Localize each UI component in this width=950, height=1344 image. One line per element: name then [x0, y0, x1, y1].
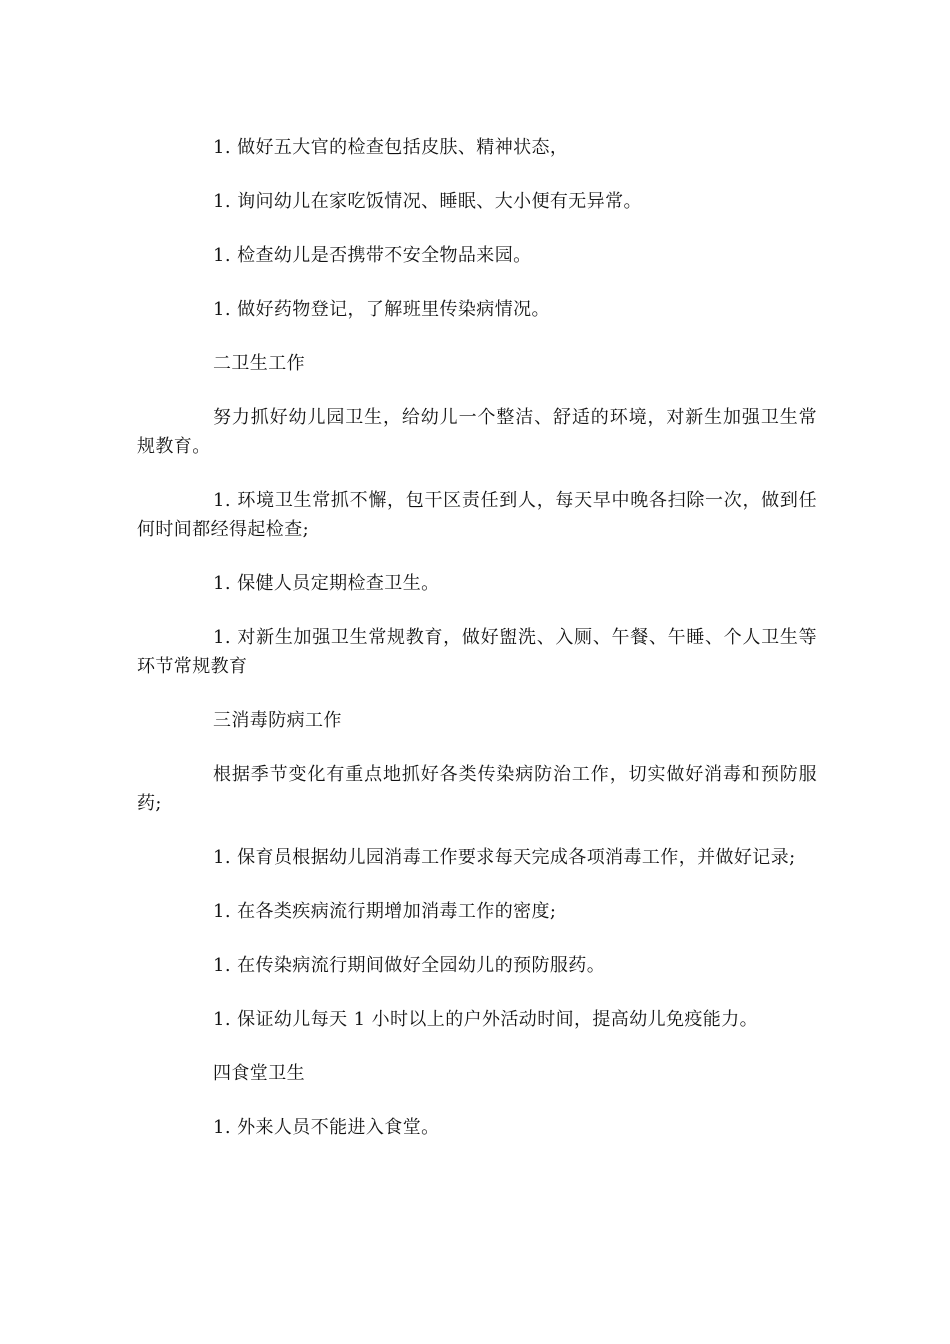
list-item: 1. 做好五大官的检查包括皮肤、精神状态，	[213, 137, 569, 158]
list-item: 1. 外来人员不能进入食堂。	[213, 1117, 440, 1138]
list-item: 1. 保育员根据幼儿园消毒工作要求每天完成各项消毒工作，并做好记录;	[213, 847, 796, 868]
section-intro: 根据季节变化有重点地抓好各类传染病防治工作，切实做好消毒和预防服药;	[137, 764, 817, 814]
section-heading: 三消毒防病工作	[213, 710, 342, 731]
list-item: 1. 做好药物登记，了解班里传染病情况。	[213, 299, 550, 320]
list-item: 1. 在传染病流行期间做好全园幼儿的预防服药。	[213, 955, 606, 976]
list-item: 1. 检查幼儿是否携带不安全物品来园。	[213, 245, 532, 266]
list-item: 1. 环境卫生常抓不懈，包干区责任到人，每天早中晚各扫除一次，做到任何时间都经得起检查;	[137, 490, 817, 540]
list-item: 1. 对新生加强卫生常规教育，做好盥洗、入厕、午餐、午睡、个人卫生等环节常规教育	[137, 627, 817, 677]
list-item: 1. 询问幼儿在家吃饭情况、睡眠、大小便有无异常。	[213, 191, 642, 212]
section-heading: 二卫生工作	[213, 353, 305, 374]
list-item: 1. 保证幼儿每天 1 小时以上的户外活动时间，提高幼儿免疫能力。	[213, 1009, 758, 1030]
list-item: 1. 保健人员定期检查卫生。	[213, 573, 440, 594]
document-body	[137, 133, 817, 1167]
section-intro: 努力抓好幼儿园卫生，给幼儿一个整洁、舒适的环境，对新生加强卫生常规教育。	[137, 407, 817, 457]
section-heading: 四食堂卫生	[213, 1063, 305, 1084]
list-item: 1. 在各类疾病流行期增加消毒工作的密度;	[213, 901, 557, 922]
